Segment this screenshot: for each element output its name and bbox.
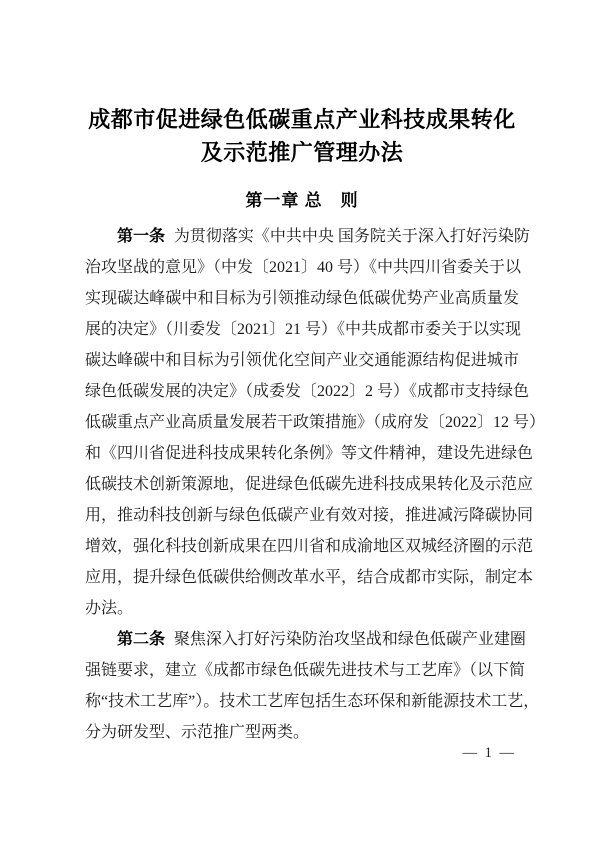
article-1-first-line-text: 为贯彻落实《中共中央 国务院关于深入打好污染防 bbox=[173, 228, 530, 245]
text-line: 应用，提升绿色低碳供给侧改革水平，结合成都市实际，制定本 bbox=[85, 569, 534, 586]
text-line: 展的决定》（川委发〔2021〕21 号）《中共成都市委关于以实现 bbox=[85, 321, 522, 338]
article-1-first-line bbox=[85, 221, 530, 252]
article-2-label: 第二条 bbox=[117, 631, 166, 648]
document-title-line-2: 及示范推广管理办法 bbox=[200, 140, 404, 165]
page-number: — 1 — bbox=[462, 745, 516, 761]
text-line: 碳达峰碳中和目标为引领优化空间产业交通能源结构促进城市 bbox=[85, 352, 519, 369]
document-title-line-1: 成都市促进绿色低碳重点产业科技成果转化 bbox=[88, 107, 516, 132]
document-body bbox=[85, 221, 546, 748]
text-line: 增效，强化科技创新成果在四川省和成渝地区双城经济圈的示范 bbox=[85, 538, 534, 555]
text-line: 和《四川省促进科技成果转化条例》等文件精神，建设先进绿色 bbox=[85, 445, 534, 462]
text-line: 治攻坚战的意见》（中发〔2021〕40 号）《中共四川省委关于以 bbox=[85, 259, 522, 276]
article-2-last-line: 分为研发型、示范推广型两类。 bbox=[85, 724, 310, 741]
article-2 bbox=[85, 624, 540, 748]
text-line: 实现碳达峰碳中和目标为引领推动绿色低碳优势产业高质量发 bbox=[85, 290, 519, 307]
text-line: 称“技术工艺库”）。技术工艺库包括生态环保和新能源技术工艺， bbox=[85, 693, 540, 710]
text-line: 绿色低碳发展的决定》（成委发〔2022〕2 号）《成都市支持绿色 bbox=[85, 383, 530, 400]
text-line: 用，推动科技创新与绿色低碳产业有效对接，推进减污降碳协同 bbox=[85, 507, 534, 524]
text-line: 低碳技术创新策源地，促进绿色低碳先进科技成果转化及示范应 bbox=[85, 476, 534, 493]
article-1-last-line: 办法。 bbox=[85, 600, 134, 617]
article-2-lines bbox=[85, 655, 540, 717]
article-2-first-line-text: 聚焦深入打好污染防治攻坚战和绿色低碳产业建圈 bbox=[173, 631, 526, 648]
document-title bbox=[85, 103, 519, 169]
article-1 bbox=[85, 221, 546, 624]
chapter-heading: 第一章 总 则 bbox=[245, 191, 359, 210]
article-1-lines bbox=[85, 252, 546, 593]
document-content bbox=[85, 103, 546, 748]
article-2-first-line bbox=[85, 624, 526, 655]
text-line: 低碳重点产业高质量发展若干政策措施》（成府发〔2022〕12 号） bbox=[85, 414, 546, 431]
text-line: 强链要求，建立《成都市绿色低碳先进技术与工艺库》（以下简 bbox=[85, 662, 526, 679]
article-1-label: 第一条 bbox=[117, 228, 166, 245]
